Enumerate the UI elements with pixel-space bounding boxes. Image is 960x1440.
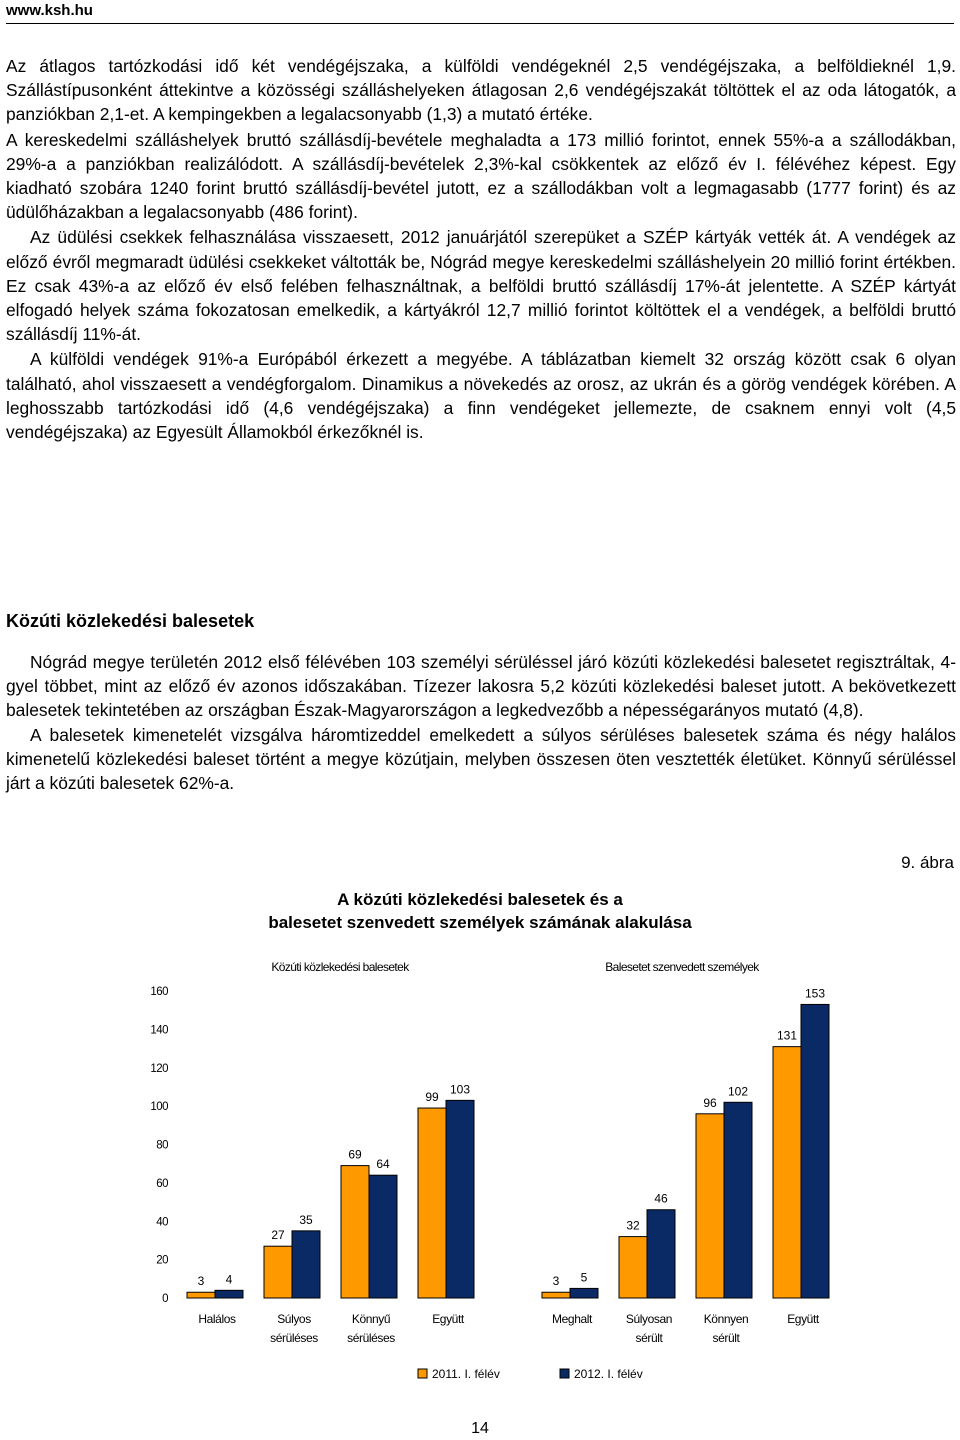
legend-swatch xyxy=(418,1369,427,1378)
bar xyxy=(696,1114,724,1298)
paragraph: A külföldi vendégek 91%-a Európából érkezett a megyébe. A táblázatban kiemelt 32 ország között csak 6 olyan található, ahol visszaesett a vendégforgalom. Dinamikus a növekedés az orosz, az ukrán és a görög vendégek körében. A leghosszabb tartózkodási idő (4,6 vendégéjszaka) a finn vendégeket jellemezte, de csaknem ennyi volt (4,5 vendégéjszaka) az Egyesült Államokból érkezőknél is. xyxy=(6,349,956,443)
paragraph: A kereskedelmi szálláshelyek bruttó szállásdíj-bevétele meghaladta a 173 millió forintot, ennek 55%-a a szállodákban, 29%-a a panziókban realizálódott. A szállásdíj-bevételek 2,3%-kal csökkentek az előző év I. félévéhez képest. Egy kiadható szobára 1240 forint bruttó szállásdíj-bevétel jutott, ez a szállodákban volt a legmagasabb (1777 forint) és az üdülőházakban a legalacsonyabb (486 forint). xyxy=(6,129,956,223)
y-tick-label: 160 xyxy=(150,986,168,998)
y-tick-label: 40 xyxy=(156,1216,168,1229)
bar xyxy=(264,1246,292,1298)
group-title: Közúti közlekedési balesetek xyxy=(271,960,409,974)
x-tick-label: Könnyű xyxy=(351,1312,391,1326)
x-tick-label: sérüléses xyxy=(270,1331,318,1345)
data-label: 64 xyxy=(376,1157,390,1172)
x-tick-label: Halálos xyxy=(198,1312,236,1326)
data-label: 3 xyxy=(552,1274,560,1289)
bar xyxy=(292,1231,320,1298)
group-title: Balesetet szenvedett személyek xyxy=(605,960,759,974)
data-label: 69 xyxy=(348,1147,362,1162)
paragraph: Az üdülési csekkek felhasználása visszaesett, 2012 januárjától szerepüket a SZÉP kártyák vették át. A vendégek az előző évről megmaradt üdülési csekkeket váltották be, Nógrád megye kereskedelmi szálláshelyein 20 millió forint értékben. Ez csak 43%-a az előző év első felében felhasználtnak, a belföldi bruttó szállásdíj 17%-át jelentette. A SZÉP kártyát elfogadó helyek száma fokozatosan emelkedik, a kártyákról 12,7 millió forintot költöttek el a vendégek, a belföldi bruttó szállásdíj 11%-át. xyxy=(6,227,956,345)
x-tick-label: Meghalt xyxy=(552,1312,592,1326)
bar xyxy=(446,1100,474,1298)
bar xyxy=(801,1004,829,1298)
figure-number: 9. ábra xyxy=(901,853,954,872)
bar xyxy=(418,1108,446,1298)
x-tick-label: sérült xyxy=(635,1331,663,1345)
x-tick-label: Együtt xyxy=(432,1312,464,1326)
data-label: 46 xyxy=(654,1191,668,1206)
paragraph: Az átlagos tartózkodási idő két vendégéjszaka, a külföldi vendégeknél 2,5 vendégéjszaka, a belföldieknél 1,9. Szállástípusonként áttekintve a közösségi szálláshelyeken átlagosan 2,6 vendégéjszakát töltöttek el az oda látogatók, a panziókban 2,1-et. A kempingekben a legalacsonyabb (1,3) a mutató értéke. xyxy=(6,56,956,125)
paragraph: Nógrád megye területén 2012 első félévében 103 személyi sérüléssel járó közúti közlekedési balesetet regisztráltak, 4-gyel többet, mint az előző év azonos időszakában. Tízezer lakosra 5,2 közúti közlekedési baleset jutott. A bekövetkezett balesetek tekintetében az országban Észak-Magyarországon a legkedvezőbb a népességarányos mutató (4,8). xyxy=(6,652,956,721)
data-label: 131 xyxy=(776,1028,798,1043)
data-label: 5 xyxy=(580,1270,588,1285)
data-label: 96 xyxy=(703,1095,717,1110)
y-tick-label: 20 xyxy=(156,1254,168,1267)
section-heading: Közúti közlekedési balesetek xyxy=(6,611,255,631)
data-label: 102 xyxy=(727,1084,749,1099)
bar xyxy=(570,1288,598,1298)
y-tick-label: 120 xyxy=(150,1062,168,1075)
x-tick-label: sérült xyxy=(712,1331,740,1345)
chart-title-line2: balesetet szenvedett személyek számának alakulása xyxy=(268,913,692,932)
header-rule xyxy=(6,23,954,24)
data-label: 4 xyxy=(225,1272,233,1287)
y-tick-label: 100 xyxy=(150,1101,168,1114)
bar xyxy=(187,1292,215,1298)
x-tick-label: Könnyen xyxy=(703,1312,749,1326)
y-tick-label: 60 xyxy=(156,1177,168,1190)
data-label: 32 xyxy=(626,1218,640,1233)
site-url[interactable]: www.ksh.hu xyxy=(6,2,93,19)
text-block-tourism xyxy=(6,54,956,445)
y-tick-label: 80 xyxy=(156,1139,168,1152)
data-label: 99 xyxy=(425,1090,439,1105)
legend-swatch xyxy=(560,1369,569,1378)
legend-label: 2012. I. félév xyxy=(574,1367,643,1381)
y-tick-label: 140 xyxy=(150,1024,168,1037)
bar xyxy=(724,1102,752,1298)
accident-bar-chart xyxy=(0,940,960,1400)
bar xyxy=(773,1047,801,1298)
bar xyxy=(341,1166,369,1298)
data-label: 153 xyxy=(804,986,826,1001)
x-tick-label: Súlyos xyxy=(277,1312,311,1326)
x-tick-label: sérüléses xyxy=(347,1331,395,1345)
bar xyxy=(215,1290,243,1298)
chart-title-line1: A közúti közlekedési balesetek és a xyxy=(337,890,623,909)
bar xyxy=(542,1292,570,1298)
data-label: 3 xyxy=(197,1274,205,1289)
bar xyxy=(369,1175,397,1298)
data-label: 27 xyxy=(271,1228,285,1243)
paragraph: A balesetek kimenetelét vizsgálva háromtizeddel emelkedett a súlyos sérüléses balesetek száma és négy halálos kimenetelű közlekedési baleset történt a megye közútjain, melyben összesen öten vesztették életüket. Könnyű sérüléssel járt a közúti balesetek 62%-a. xyxy=(6,724,956,794)
data-label: 103 xyxy=(449,1082,471,1097)
x-tick-label: Együtt xyxy=(787,1312,819,1326)
legend-label: 2011. I. félév xyxy=(432,1367,500,1381)
bar xyxy=(647,1210,675,1298)
text-block-accidents xyxy=(6,650,956,795)
page-number: 14 xyxy=(471,1420,489,1437)
chart-title xyxy=(120,888,840,934)
y-tick-label: 0 xyxy=(162,1293,168,1305)
x-tick-label: Súlyosan xyxy=(625,1312,673,1326)
bar xyxy=(619,1237,647,1298)
data-label: 35 xyxy=(299,1212,313,1227)
